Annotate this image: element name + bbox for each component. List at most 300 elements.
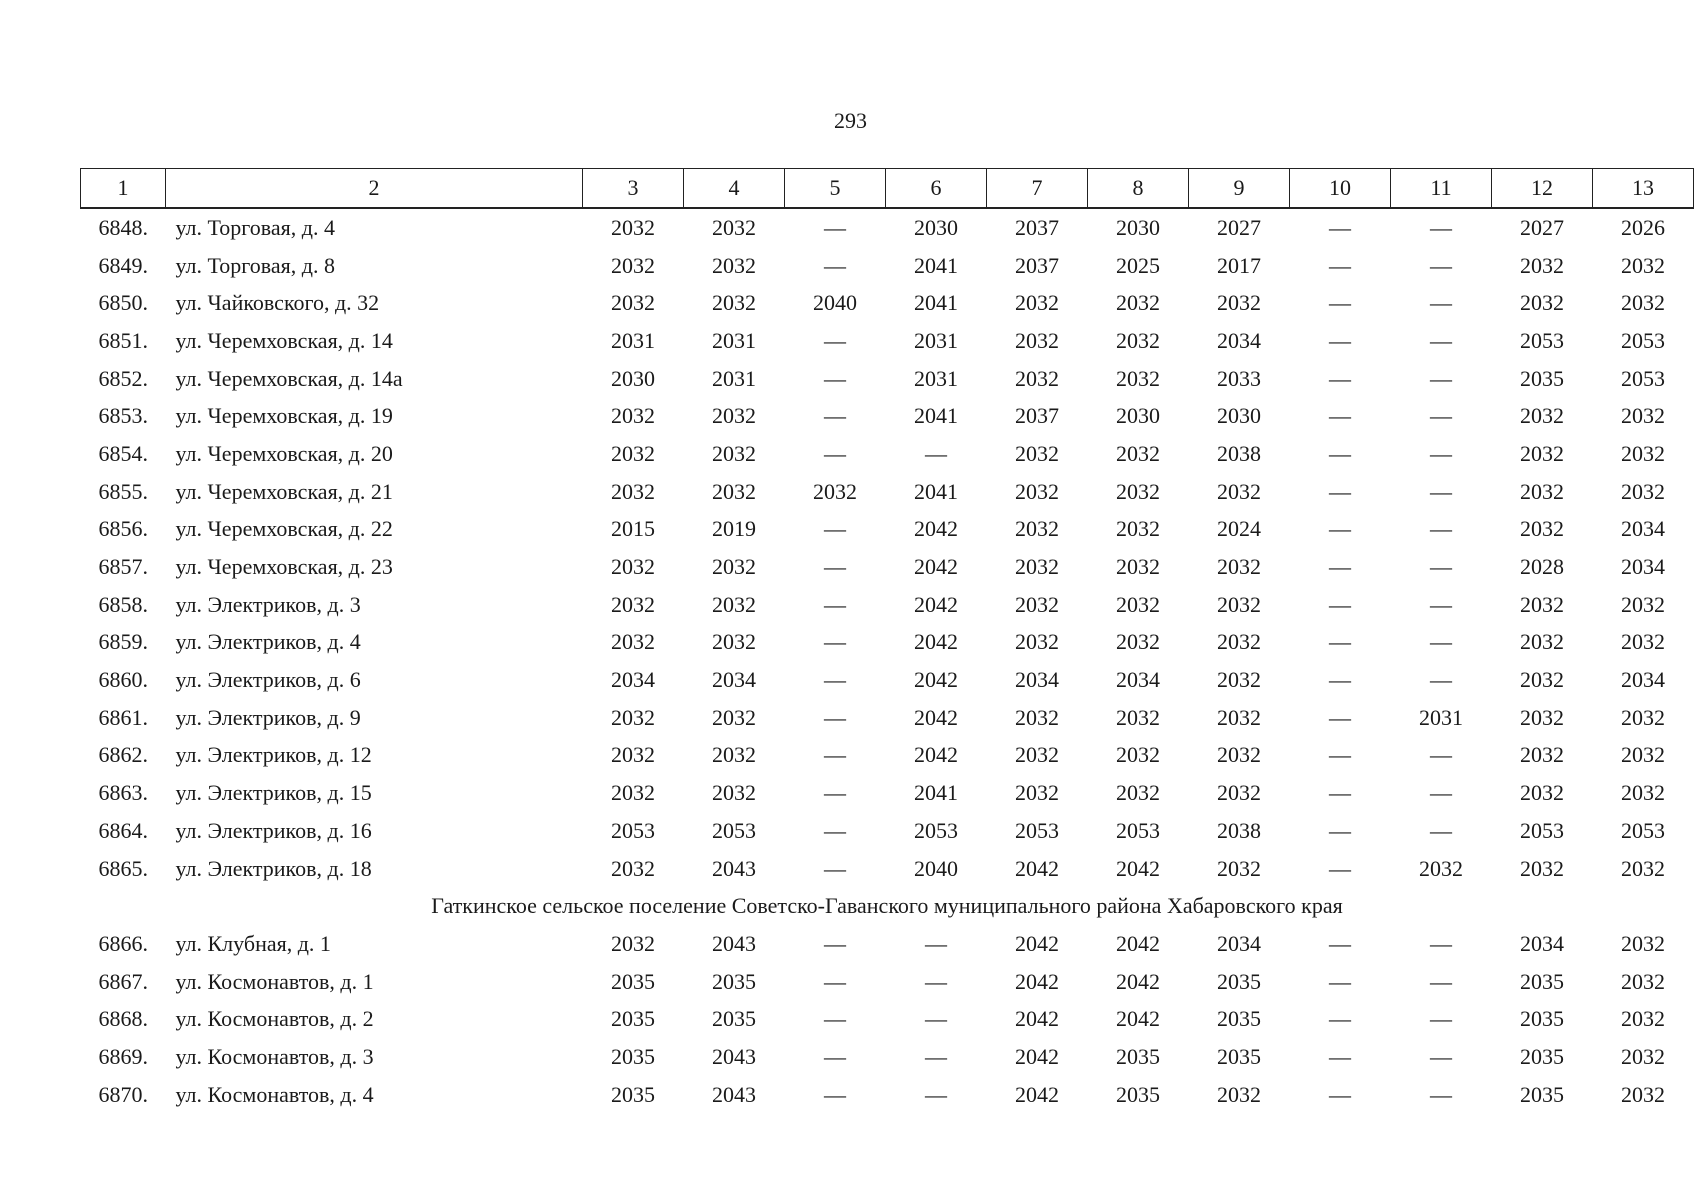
year-cell: —	[1329, 780, 1351, 806]
year-cell: 2032	[1520, 516, 1564, 542]
year-cell: 2032	[1116, 554, 1160, 580]
year-cell: 2053	[1621, 365, 1665, 391]
year-cell: 2042	[914, 554, 958, 580]
year-cell: 2032	[1217, 704, 1261, 730]
year-cell: —	[1329, 403, 1351, 429]
year-cell: —	[1430, 403, 1452, 429]
year-cell: —	[1430, 1043, 1452, 1069]
row-number: 6852.	[98, 365, 148, 391]
year-cell: —	[824, 591, 846, 617]
year-cell: 2030	[1116, 403, 1160, 429]
year-cell: 2032	[1217, 1081, 1261, 1107]
year-cell: 2032	[1621, 290, 1665, 316]
table-row	[81, 1076, 1694, 1114]
year-cell: 2035	[1520, 968, 1564, 994]
column-header: 1	[81, 169, 166, 209]
column-header: 2	[166, 169, 583, 209]
year-cell: —	[1329, 855, 1351, 881]
year-cell: —	[925, 930, 947, 956]
year-cell: 2035	[712, 968, 756, 994]
year-cell: 2032	[1015, 591, 1059, 617]
column-header: 10	[1290, 169, 1391, 209]
year-cell: 2030	[1116, 214, 1160, 240]
column-header: 8	[1088, 169, 1189, 209]
year-cell: 2032	[1621, 478, 1665, 504]
year-cell: 2032	[712, 252, 756, 278]
year-cell: 2035	[1520, 365, 1564, 391]
year-cell: 2032	[611, 591, 655, 617]
table-row	[81, 925, 1694, 963]
table-row	[81, 435, 1694, 473]
year-cell: 2042	[1015, 1006, 1059, 1032]
year-cell: —	[925, 1006, 947, 1032]
year-cell: 2053	[914, 817, 958, 843]
table-row	[81, 247, 1694, 285]
year-cell: 2032	[611, 252, 655, 278]
year-cell: 2035	[712, 1006, 756, 1032]
year-cell: 2053	[1621, 327, 1665, 353]
year-cell: 2026	[1621, 214, 1665, 240]
year-cell: 2032	[1621, 252, 1665, 278]
year-cell: —	[824, 1081, 846, 1107]
table-row	[81, 624, 1694, 662]
year-cell: 2034	[1116, 667, 1160, 693]
table-row	[81, 284, 1694, 322]
year-cell: —	[1430, 667, 1452, 693]
year-cell: 2041	[914, 252, 958, 278]
year-cell: 2031	[611, 327, 655, 353]
year-cell: 2032	[1116, 516, 1160, 542]
year-cell: 2032	[611, 780, 655, 806]
year-cell: 2032	[1217, 554, 1261, 580]
year-cell: 2035	[1116, 1043, 1160, 1069]
year-cell: —	[1329, 817, 1351, 843]
year-cell: 2042	[1116, 968, 1160, 994]
year-cell: 2032	[712, 214, 756, 240]
year-cell: 2032	[611, 629, 655, 655]
column-header: 11	[1391, 169, 1492, 209]
year-cell: 2032	[1015, 327, 1059, 353]
year-cell: —	[1430, 968, 1452, 994]
year-cell: 2032	[712, 742, 756, 768]
year-cell: —	[1430, 591, 1452, 617]
row-number: 6861.	[98, 704, 148, 730]
year-cell: 2032	[1520, 591, 1564, 617]
year-cell: —	[1329, 440, 1351, 466]
year-cell: 2032	[1116, 629, 1160, 655]
year-cell: 2032	[1520, 629, 1564, 655]
year-cell: 2033	[1217, 365, 1261, 391]
year-cell: 2042	[914, 629, 958, 655]
table-row	[81, 661, 1694, 699]
year-cell: —	[925, 440, 947, 466]
year-cell: 2032	[1520, 742, 1564, 768]
year-cell: 2032	[1520, 252, 1564, 278]
table-row	[81, 322, 1694, 360]
year-cell: —	[824, 817, 846, 843]
year-cell: 2032	[1015, 742, 1059, 768]
year-cell: 2032	[1621, 855, 1665, 881]
year-cell: —	[1329, 1006, 1351, 1032]
year-cell: —	[1430, 516, 1452, 542]
year-cell: 2035	[1520, 1043, 1564, 1069]
year-cell: 2053	[1621, 817, 1665, 843]
year-cell: 2043	[712, 1043, 756, 1069]
year-cell: 2025	[1116, 252, 1160, 278]
year-cell: —	[1430, 252, 1452, 278]
year-cell: —	[1430, 214, 1452, 240]
year-cell: 2040	[813, 290, 857, 316]
year-cell: 2032	[1116, 780, 1160, 806]
year-cell: 2041	[914, 478, 958, 504]
year-cell: 2032	[1116, 290, 1160, 316]
year-cell: 2031	[712, 327, 756, 353]
address-cell: ул. Космонавтов, д. 4	[175, 1081, 374, 1107]
year-cell: —	[1430, 440, 1452, 466]
column-header: 13	[1593, 169, 1694, 209]
year-cell: —	[824, 742, 846, 768]
year-cell: 2032	[1217, 855, 1261, 881]
year-cell: —	[1329, 252, 1351, 278]
row-number: 6857.	[98, 554, 148, 580]
address-cell: ул. Черемховская, д. 21	[175, 478, 393, 504]
year-cell: 2032	[1015, 290, 1059, 316]
year-cell: 2042	[1116, 930, 1160, 956]
address-cell: ул. Черемховская, д. 14а	[175, 365, 403, 391]
year-cell: —	[1329, 516, 1351, 542]
year-cell: 2053	[1015, 817, 1059, 843]
year-cell: 2032	[1621, 1006, 1665, 1032]
table-row	[81, 774, 1694, 812]
year-cell: 2032	[611, 930, 655, 956]
table-row	[81, 360, 1694, 398]
year-cell: —	[1430, 1006, 1452, 1032]
year-cell: —	[1329, 478, 1351, 504]
address-cell: ул. Черемховская, д. 22	[175, 516, 393, 542]
year-cell: 2032	[1520, 290, 1564, 316]
address-cell: ул. Черемховская, д. 23	[175, 554, 393, 580]
year-cell: —	[1329, 667, 1351, 693]
year-cell: 2032	[611, 742, 655, 768]
row-number: 6868.	[98, 1006, 148, 1032]
year-cell: —	[1430, 327, 1452, 353]
year-cell: 2032	[712, 629, 756, 655]
year-cell: 2032	[712, 440, 756, 466]
year-cell: 2032	[1015, 629, 1059, 655]
table-row	[81, 1038, 1694, 1076]
row-number: 6866.	[98, 930, 148, 956]
year-cell: 2032	[1520, 440, 1564, 466]
year-cell: 2043	[712, 1081, 756, 1107]
year-cell: —	[824, 968, 846, 994]
column-header: 4	[684, 169, 785, 209]
address-cell: ул. Космонавтов, д. 1	[175, 968, 374, 994]
year-cell: —	[824, 440, 846, 466]
page-number: 293	[834, 108, 867, 133]
year-cell: 2042	[1015, 968, 1059, 994]
year-cell: 2035	[611, 1043, 655, 1069]
year-cell: —	[1329, 214, 1351, 240]
year-cell: 2032	[611, 403, 655, 429]
year-cell: 2032	[1621, 591, 1665, 617]
year-cell: 2032	[712, 780, 756, 806]
year-cell: —	[1329, 554, 1351, 580]
year-cell: —	[824, 214, 846, 240]
year-cell: —	[824, 516, 846, 542]
row-number: 6865.	[98, 855, 148, 881]
year-cell: 2032	[611, 290, 655, 316]
year-cell: —	[1430, 1081, 1452, 1107]
year-cell: —	[824, 1043, 846, 1069]
row-number: 6853.	[98, 403, 148, 429]
year-cell: —	[824, 855, 846, 881]
year-cell: 2042	[914, 742, 958, 768]
column-header: 12	[1492, 169, 1593, 209]
year-cell: 2032	[1621, 403, 1665, 429]
year-cell: 2032	[1015, 440, 1059, 466]
year-cell: 2032	[611, 440, 655, 466]
year-cell: 2032	[1520, 403, 1564, 429]
table-row	[81, 511, 1694, 549]
year-cell: 2034	[1015, 667, 1059, 693]
year-cell: —	[824, 629, 846, 655]
year-cell: —	[1329, 327, 1351, 353]
table-row	[81, 963, 1694, 1001]
year-cell: 2034	[712, 667, 756, 693]
address-cell: ул. Электриков, д. 12	[175, 742, 372, 768]
table-row	[81, 1000, 1694, 1038]
table-row	[81, 397, 1694, 435]
year-cell: 2038	[1217, 817, 1261, 843]
year-cell: 2032	[1217, 629, 1261, 655]
year-cell: 2032	[1015, 516, 1059, 542]
address-cell: ул. Электриков, д. 18	[175, 855, 372, 881]
row-number: 6855.	[98, 478, 148, 504]
row-number: 6860.	[98, 667, 148, 693]
year-cell: 2032	[611, 704, 655, 730]
year-cell: 2032	[1621, 780, 1665, 806]
year-cell: 2034	[1217, 930, 1261, 956]
year-cell: 2035	[611, 1081, 655, 1107]
year-cell: 2042	[1015, 1081, 1059, 1107]
year-cell: 2034	[1520, 930, 1564, 956]
year-cell: —	[824, 780, 846, 806]
year-cell: 2034	[611, 667, 655, 693]
year-cell: 2032	[1015, 554, 1059, 580]
year-cell: 2053	[1116, 817, 1160, 843]
address-cell: ул. Электриков, д. 3	[175, 591, 361, 617]
year-cell: —	[824, 327, 846, 353]
year-cell: 2017	[1217, 252, 1261, 278]
year-cell: 2032	[1217, 742, 1261, 768]
address-cell: ул. Клубная, д. 1	[175, 930, 331, 956]
row-number: 6849.	[98, 252, 148, 278]
year-cell: 2032	[1217, 667, 1261, 693]
year-cell: 2038	[1217, 440, 1261, 466]
year-cell: 2032	[1621, 742, 1665, 768]
year-cell: 2042	[1116, 1006, 1160, 1032]
year-cell: 2032	[1015, 478, 1059, 504]
row-number: 6856.	[98, 516, 148, 542]
year-cell: 2035	[1520, 1006, 1564, 1032]
header-row	[81, 169, 1694, 209]
year-cell: 2032	[712, 290, 756, 316]
row-number: 6870.	[98, 1081, 148, 1107]
year-cell: —	[824, 930, 846, 956]
year-cell: —	[1430, 780, 1452, 806]
address-cell: ул. Электриков, д. 15	[175, 780, 372, 806]
year-cell: 2042	[1015, 930, 1059, 956]
year-cell: 2035	[611, 968, 655, 994]
year-cell: 2035	[1217, 968, 1261, 994]
year-cell: —	[1329, 930, 1351, 956]
year-cell: —	[1329, 591, 1351, 617]
year-cell: 2053	[611, 817, 655, 843]
year-cell: —	[824, 704, 846, 730]
year-cell: 2032	[1621, 1043, 1665, 1069]
column-header: 9	[1189, 169, 1290, 209]
year-cell: 2027	[1217, 214, 1261, 240]
year-cell: 2032	[1116, 742, 1160, 768]
year-cell: 2032	[1116, 440, 1160, 466]
year-cell: 2032	[1419, 855, 1463, 881]
year-cell: 2032	[1621, 968, 1665, 994]
year-cell: 2034	[1621, 554, 1665, 580]
address-cell: ул. Чайковского, д. 32	[175, 290, 380, 316]
year-cell: 2032	[712, 554, 756, 580]
year-cell: 2035	[1217, 1006, 1261, 1032]
table-row	[81, 737, 1694, 775]
address-cell: ул. Торговая, д. 8	[175, 252, 335, 278]
year-cell: 2032	[712, 704, 756, 730]
table-row	[81, 850, 1694, 888]
year-cell: —	[925, 968, 947, 994]
year-cell: —	[1430, 365, 1452, 391]
address-cell: ул. Электриков, д. 16	[175, 817, 372, 843]
year-cell: 2053	[1520, 817, 1564, 843]
year-cell: 2028	[1520, 554, 1564, 580]
address-cell: ул. Черемховская, д. 19	[175, 403, 393, 429]
year-cell: 2042	[1015, 855, 1059, 881]
year-cell: —	[1430, 930, 1452, 956]
address-cell: ул. Электриков, д. 4	[175, 629, 361, 655]
year-cell: —	[824, 252, 846, 278]
year-cell: —	[1430, 629, 1452, 655]
section-row	[81, 887, 1694, 925]
year-cell: 2031	[712, 365, 756, 391]
year-cell: 2043	[712, 855, 756, 881]
year-cell: 2032	[1520, 478, 1564, 504]
year-cell: 2041	[914, 780, 958, 806]
year-cell: —	[1430, 742, 1452, 768]
year-cell: 2032	[1116, 704, 1160, 730]
year-cell: —	[1329, 742, 1351, 768]
year-cell: 2032	[712, 591, 756, 617]
year-cell: 2032	[1520, 704, 1564, 730]
address-cell: ул. Черемховская, д. 14	[175, 327, 393, 353]
row-number: 6864.	[98, 817, 148, 843]
column-header: 5	[785, 169, 886, 209]
year-cell: 2041	[914, 403, 958, 429]
data-table	[80, 168, 1694, 1114]
address-cell: ул. Черемховская, д. 20	[175, 440, 393, 466]
year-cell: 2042	[1015, 1043, 1059, 1069]
year-cell: —	[1329, 1043, 1351, 1069]
year-cell: 2032	[1217, 478, 1261, 504]
table-row	[81, 586, 1694, 624]
address-cell: ул. Космонавтов, д. 2	[175, 1006, 374, 1032]
row-number: 6848.	[98, 214, 148, 240]
column-header: 3	[583, 169, 684, 209]
year-cell: 2035	[1217, 1043, 1261, 1069]
address-cell: ул. Космонавтов, д. 3	[175, 1043, 374, 1069]
year-cell: 2032	[1621, 440, 1665, 466]
year-cell: 2031	[914, 327, 958, 353]
row-number: 6854.	[98, 440, 148, 466]
year-cell: 2019	[712, 516, 756, 542]
year-cell: 2031	[914, 365, 958, 391]
year-cell: 2053	[1520, 327, 1564, 353]
year-cell: 2032	[1217, 290, 1261, 316]
year-cell: 2035	[1520, 1081, 1564, 1107]
year-cell: —	[1329, 968, 1351, 994]
year-cell: 2037	[1015, 214, 1059, 240]
year-cell: 2042	[914, 704, 958, 730]
column-header: 7	[987, 169, 1088, 209]
year-cell: 2040	[914, 855, 958, 881]
year-cell: 2032	[712, 478, 756, 504]
year-cell: 2032	[611, 214, 655, 240]
year-cell: 2041	[914, 290, 958, 316]
year-cell: 2015	[611, 516, 655, 542]
year-cell: 2042	[1116, 855, 1160, 881]
row-number: 6859.	[98, 629, 148, 655]
year-cell: 2034	[1621, 516, 1665, 542]
year-cell: 2034	[1217, 327, 1261, 353]
year-cell: 2034	[1621, 667, 1665, 693]
year-cell: 2032	[611, 478, 655, 504]
year-cell: 2032	[1621, 930, 1665, 956]
year-cell: —	[925, 1043, 947, 1069]
address-cell: ул. Электриков, д. 9	[175, 704, 361, 730]
year-cell: 2032	[1520, 667, 1564, 693]
year-cell: 2030	[914, 214, 958, 240]
year-cell: 2042	[914, 667, 958, 693]
year-cell: 2032	[712, 403, 756, 429]
row-number: 6851.	[98, 327, 148, 353]
year-cell: —	[824, 365, 846, 391]
year-cell: 2037	[1015, 403, 1059, 429]
year-cell: —	[824, 403, 846, 429]
year-cell: 2037	[1015, 252, 1059, 278]
year-cell: —	[1329, 365, 1351, 391]
row-number: 6863.	[98, 780, 148, 806]
year-cell: 2032	[813, 478, 857, 504]
year-cell: 2031	[1419, 704, 1463, 730]
year-cell: 2035	[611, 1006, 655, 1032]
year-cell: —	[824, 554, 846, 580]
row-number: 6862.	[98, 742, 148, 768]
row-number: 6869.	[98, 1043, 148, 1069]
year-cell: —	[1430, 290, 1452, 316]
year-cell: 2032	[1116, 365, 1160, 391]
year-cell: 2032	[1621, 704, 1665, 730]
column-header: 6	[886, 169, 987, 209]
year-cell: —	[1329, 629, 1351, 655]
year-cell: 2027	[1520, 214, 1564, 240]
year-cell: —	[1329, 1081, 1351, 1107]
address-cell: ул. Торговая, д. 4	[175, 214, 335, 240]
